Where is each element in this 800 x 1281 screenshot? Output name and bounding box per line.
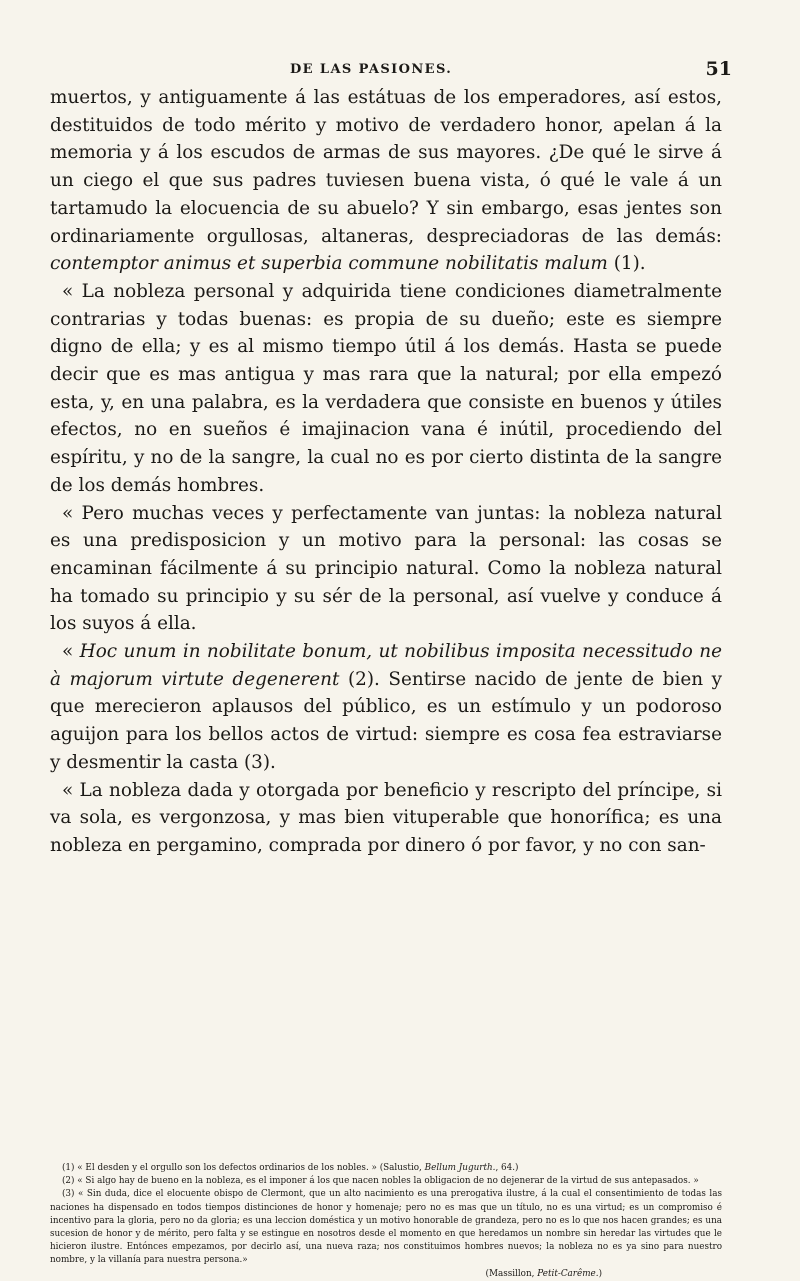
page-number: 51 [705,58,732,80]
footnotes [50,1162,722,1281]
footnote-1 [50,1162,722,1175]
main-text [50,84,722,860]
quote-mark: « [62,641,80,663]
paragraph-1-text: muertos, y antiguamente á las estátuas de los emperadores, así estos, destituidos de todo mérito y motivo de verdadero honor, apelan á la memoria y á los escudos de armas de sus mayores. ¿De qué le sirve á un ciego el que sus padres tuviesen buena vista, ó qué le vale á un tartamudo la elocuencia de su abuelo? Y sin embargo, esas jentes son ordinariamente orgullosas, altaneras, despreciadoras de las demás: [50,87,722,247]
attribution-title: Petit-Carême. [537,1268,599,1279]
footnote-1-text: (1) « El desden y el orgullo son los defectos ordinarios de los nobles. » (Salustio, [62,1163,425,1173]
footnote-1-end: , 64.) [495,1163,519,1173]
paragraph-1 [50,84,722,278]
running-head: DE LAS PASIONES. [290,62,453,77]
paragraph-4 [50,638,722,777]
page-header [0,58,800,82]
footnote-2: (2) « Si algo hay de bueno en la nobleza, es el imponer á los que nacen nobles la obligacion de no dejenerar de la virtud de sus antepasados. » [62,1176,699,1187]
latin-quote-2: Hoc unum in nobilitate bonum, ut nobilibus imposita necessitudo ne à majorum virtute degenerent [50,641,722,690]
paragraph-5: « La nobleza dada y otorgada por beneficio y rescripto del príncipe, si va sola, es vergonzosa, y mas bien vituperable que honorífica; es una nobleza en pergamino, comprada por dinero ó por favor, y no con san- [50,779,722,856]
attribution-author: (Massillon, [485,1268,538,1279]
latin-quote-1: contemptor animus et superbia commune nobilitatis malum [50,253,608,275]
paragraph-3: « Pero muchas veces y perfectamente van juntas: la nobleza natural es una predisposicion y un motivo para la personal: las cosas se encaminan fácilmente á su principio natural. Como la nobleza natural ha tomado su principio y su sér de la personal, así vuelve y conduce á los suyos á ella. [50,502,722,635]
attribution-end: ) [598,1268,602,1279]
footnote-3-attribution [50,1268,722,1281]
footnote-3: (3) « Sin duda, dice el elocuente obispo de Clermont, que un alto nacimiento es una prerogativa ilustre, á la cual el consentimiento de todas las naciones ha dispensado en todos tiempos distinciones de honor y homenaje; pero no es mas que un título, no es una virtud; es un compromiso é incentivo para la gloria, pero no da gloria; es una leccion doméstica y un motivo honorable de grandeza, pero no es lo que nos hacen grandes; es una sucesion de honor y de mérito, pero falta y se estingue en nosotros desde el momento en que heredamos un nombre sin heredar las virtudes que le hicieron ilustre. Entónces empezamos, por decirlo así, una nueva raza; nos constituimos hombres nuevos; la nobleza no es ya sino para nuestro nombre, y la villanía para nuestra persona.» [50,1189,722,1266]
footnote-1-title: Bellum Jugurth. [424,1163,496,1173]
paragraph-4-text: (2). Sentirse nacido de jente de bien y que merecieron aplausos del público, es un estímulo y un podoroso aguijon para los bellos actos de virtud: siempre es cosa fea estraviarse y desmentir la casta (3). [50,668,723,773]
paragraph-2: « La nobleza personal y adquirida tiene condiciones diametralmente contrarias y todas buenas: es propia de su dueño; este es siempre digno de ella; y es al mismo tiempo útil á los demás. Hasta se puede decir que es mas antigua y mas rara que la natural; por ella empezó esta, y, en una palabra, es la verdadera que consiste en buenos y útiles efectos, no en sueños é imajinacion vana é inútil, procediendo del espíritu, y no de la sangre, la cual no es por cierto distinta de la sangre de los demás hombres. [50,280,722,496]
footnote-ref-1: (1). [607,253,646,275]
